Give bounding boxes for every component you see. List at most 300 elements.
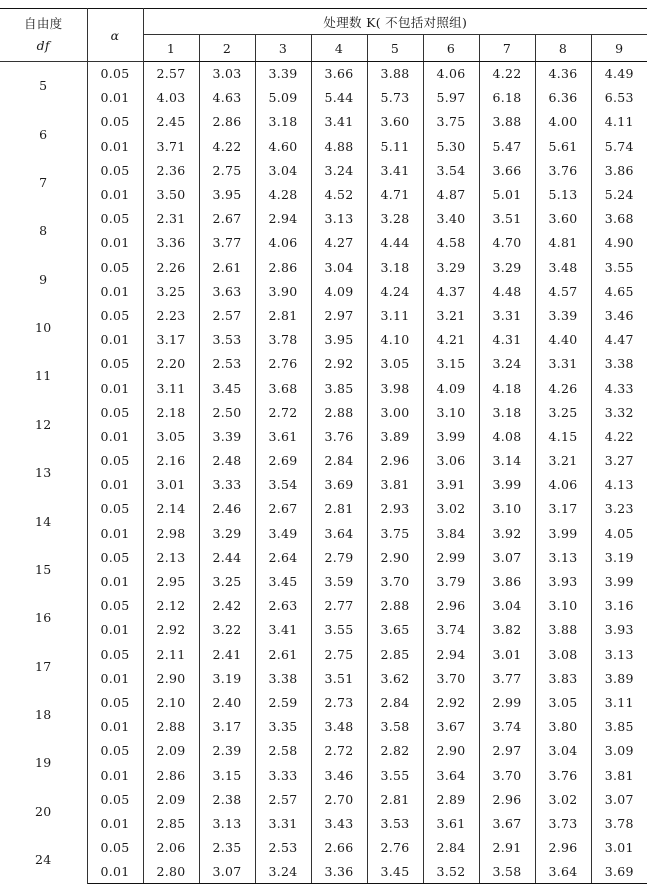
critical-value-cell: 3.33 [199,473,255,497]
df-cell: 7 [0,158,87,206]
critical-value-cell: 2.20 [143,352,199,376]
critical-value-cell: 5.74 [604,138,634,154]
dunnett-critical-values-table [0,8,647,884]
critical-value-cell: 3.48 [311,715,367,739]
critical-value-cell: 2.63 [255,594,311,618]
critical-value-cell: 3.36 [143,231,199,255]
k-header-5: 5 [367,35,423,62]
table-row [0,690,647,714]
df-cell: 9 [0,255,87,303]
critical-value-cell: 3.24 [255,860,311,884]
alpha-cell: 0.01 [87,376,143,400]
critical-value-cell: 3.04 [479,594,535,618]
table-row [0,352,647,376]
critical-value-cell: 3.71 [143,134,199,158]
critical-value-cell: 3.58 [479,860,535,884]
critical-value-cell: 3.85 [604,719,634,735]
alpha-cell: 0.01 [87,811,143,835]
alpha-cell: 0.01 [87,424,143,448]
critical-value-cell: 3.63 [199,279,255,303]
critical-value-cell: 4.44 [367,231,423,255]
alpha-cell: 0.01 [87,618,143,642]
critical-value-cell: 5.30 [423,134,479,158]
critical-value-cell: 2.81 [367,787,423,811]
critical-value-cell: 2.91 [479,836,535,860]
critical-value-cell: 2.88 [311,400,367,424]
df-cell: 24 [0,836,87,884]
critical-value-cell: 3.41 [255,618,311,642]
table-row [0,642,647,666]
critical-value-cell: 2.57 [199,303,255,327]
critical-value-cell: 4.00 [535,110,591,134]
table-row [0,255,647,279]
critical-value-cell: 4.28 [255,182,311,206]
critical-value-cell: 4.40 [535,328,591,352]
critical-value-cell: 3.39 [199,424,255,448]
critical-value-cell: 2.44 [199,545,255,569]
critical-value-cell: 2.36 [143,158,199,182]
table-row [0,594,647,618]
table-row [0,763,647,787]
critical-value-cell: 3.05 [535,690,591,714]
critical-value-cell: 6.18 [479,86,535,110]
critical-value-cell: 3.01 [143,473,199,497]
critical-value-cell: 3.66 [311,62,367,86]
alpha-cell: 0.05 [87,690,143,714]
critical-value-cell: 3.19 [604,549,634,565]
critical-value-cell: 4.22 [199,134,255,158]
alpha-cell: 0.01 [87,86,143,110]
critical-value-cell: 2.94 [423,642,479,666]
critical-value-cell: 2.96 [423,594,479,618]
critical-value-cell: 2.46 [199,497,255,521]
critical-value-cell: 3.76 [535,158,591,182]
k-header-7: 7 [479,35,535,62]
alpha-cell: 0.01 [87,134,143,158]
table-row [0,569,647,593]
critical-value-cell: 3.25 [199,569,255,593]
critical-value-cell: 3.31 [255,811,311,835]
critical-value-cell: 2.99 [423,545,479,569]
critical-value-cell: 4.26 [535,376,591,400]
critical-value-cell: 2.85 [367,642,423,666]
critical-value-cell: 3.21 [423,303,479,327]
critical-value-cell: 3.45 [367,860,423,884]
critical-value-cell: 3.54 [255,473,311,497]
alpha-cell: 0.05 [87,836,143,860]
critical-value-cell: 2.67 [199,207,255,231]
critical-value-cell: 3.11 [604,694,634,710]
critical-value-cell: 5.13 [535,182,591,206]
critical-value-cell: 5.11 [367,134,423,158]
alpha-cell: 0.01 [87,279,143,303]
df-cell: 8 [0,207,87,255]
table-row [0,400,647,424]
critical-value-cell: 4.06 [255,231,311,255]
critical-value-cell: 3.60 [535,207,591,231]
critical-value-cell: 4.10 [367,328,423,352]
critical-value-cell: 3.58 [367,715,423,739]
df-cell: 18 [0,690,87,738]
critical-value-cell: 2.72 [255,400,311,424]
df-cell: 11 [0,352,87,400]
table-row [0,110,647,134]
critical-value-cell: 3.88 [535,618,591,642]
critical-value-cell: 2.73 [311,690,367,714]
critical-value-cell: 2.64 [255,545,311,569]
critical-value-cell: 2.84 [423,836,479,860]
critical-value-cell: 3.16 [604,598,634,614]
alpha-cell: 0.05 [87,497,143,521]
critical-value-cell: 4.09 [311,279,367,303]
df-header-line2: df [36,38,50,53]
critical-value-cell: 3.31 [535,352,591,376]
critical-value-cell: 3.39 [535,303,591,327]
alpha-column-header: α [87,9,143,62]
critical-value-cell: 3.43 [311,811,367,835]
critical-value-cell: 3.15 [423,352,479,376]
k-group-header: 处理数 K( 不包括对照组) [143,9,647,35]
df-cell: 10 [0,303,87,351]
critical-value-cell: 3.02 [535,787,591,811]
critical-value-cell: 3.77 [199,231,255,255]
critical-value-cell: 4.60 [255,134,311,158]
critical-value-cell: 2.84 [311,449,367,473]
alpha-cell: 0.01 [87,569,143,593]
critical-value-cell: 3.45 [255,569,311,593]
critical-value-cell: 2.99 [479,690,535,714]
critical-value-cell: 4.49 [604,66,634,82]
critical-value-cell: 3.39 [255,62,311,86]
critical-value-cell: 2.92 [311,352,367,376]
alpha-cell: 0.05 [87,594,143,618]
critical-value-cell: 2.81 [311,497,367,521]
table-row [0,545,647,569]
df-column-header [0,9,87,62]
alpha-cell: 0.05 [87,449,143,473]
alpha-cell: 0.05 [87,62,143,86]
critical-value-cell: 3.55 [604,259,634,275]
critical-value-cell: 2.80 [143,860,199,884]
critical-value-cell: 3.07 [199,860,255,884]
critical-value-cell: 3.60 [367,110,423,134]
critical-value-cell: 2.98 [143,521,199,545]
critical-value-cell: 2.41 [199,642,255,666]
critical-value-cell: 2.92 [423,690,479,714]
critical-value-cell: 3.40 [423,207,479,231]
critical-value-cell: 3.13 [199,811,255,835]
critical-value-cell: 2.72 [311,739,367,763]
critical-value-cell: 3.81 [604,767,634,783]
critical-value-cell: 3.98 [367,376,423,400]
critical-value-cell: 5.44 [311,86,367,110]
table-header [0,9,647,62]
critical-value-cell: 3.88 [479,110,535,134]
critical-value-cell: 4.65 [604,283,634,299]
critical-value-cell: 3.11 [143,376,199,400]
alpha-cell: 0.01 [87,182,143,206]
critical-value-cell: 3.00 [367,400,423,424]
critical-value-cell: 3.01 [604,840,634,856]
table-row [0,739,647,763]
k-header-1: 1 [143,35,199,62]
alpha-cell: 0.05 [87,255,143,279]
critical-value-cell: 3.38 [604,356,634,372]
critical-value-cell: 3.14 [479,449,535,473]
critical-value-cell: 2.96 [535,836,591,860]
critical-value-cell: 3.05 [367,352,423,376]
k-header-2: 2 [199,35,255,62]
critical-value-cell: 3.89 [367,424,423,448]
critical-value-cell: 3.41 [367,158,423,182]
critical-value-cell: 2.09 [143,787,199,811]
df-cell: 13 [0,449,87,497]
critical-value-cell: 2.96 [367,449,423,473]
table-row [0,666,647,690]
critical-value-cell: 3.93 [535,569,591,593]
table-body [0,62,647,884]
critical-value-cell: 3.85 [311,376,367,400]
critical-value-cell: 3.36 [311,860,367,884]
critical-value-cell: 3.90 [255,279,311,303]
critical-value-cell: 2.12 [143,594,199,618]
critical-value-cell: 4.09 [423,376,479,400]
critical-value-cell: 2.70 [311,787,367,811]
critical-value-cell: 4.70 [479,231,535,255]
critical-value-cell: 3.66 [479,158,535,182]
critical-value-cell: 3.38 [255,666,311,690]
critical-value-cell: 2.97 [311,303,367,327]
critical-value-cell: 2.57 [255,787,311,811]
critical-value-cell: 3.64 [423,763,479,787]
critical-value-cell: 3.95 [199,182,255,206]
critical-value-cell: 3.61 [255,424,311,448]
critical-value-cell: 3.29 [199,521,255,545]
critical-value-cell: 3.99 [423,424,479,448]
critical-value-cell: 3.82 [479,618,535,642]
critical-value-cell: 2.85 [143,811,199,835]
critical-value-cell: 2.95 [143,569,199,593]
critical-value-cell: 3.81 [367,473,423,497]
critical-value-cell: 2.96 [479,787,535,811]
critical-value-cell: 3.05 [143,424,199,448]
critical-value-cell: 2.59 [255,690,311,714]
critical-value-cell: 3.55 [311,618,367,642]
critical-value-cell: 3.91 [423,473,479,497]
critical-value-cell: 4.11 [604,114,634,130]
table-row [0,860,647,884]
critical-value-cell: 3.04 [311,255,367,279]
alpha-cell: 0.05 [87,642,143,666]
critical-value-cell: 3.75 [423,110,479,134]
alpha-cell: 0.01 [87,328,143,352]
table-row [0,376,647,400]
critical-value-cell: 4.21 [423,328,479,352]
critical-value-cell: 4.36 [535,62,591,86]
table-row [0,62,647,86]
critical-value-cell: 3.48 [535,255,591,279]
alpha-cell: 0.01 [87,231,143,255]
critical-value-cell: 2.13 [143,545,199,569]
critical-value-cell: 3.51 [311,666,367,690]
critical-value-cell: 3.68 [255,376,311,400]
critical-value-cell: 5.47 [479,134,535,158]
k-header-3: 3 [255,35,311,62]
critical-value-cell: 2.53 [199,352,255,376]
critical-value-cell: 3.74 [423,618,479,642]
critical-value-cell: 3.53 [367,811,423,835]
critical-value-cell: 3.13 [604,646,634,662]
critical-value-cell: 2.79 [311,545,367,569]
critical-value-cell: 2.06 [143,836,199,860]
critical-value-cell: 3.75 [367,521,423,545]
critical-value-cell: 2.90 [143,666,199,690]
critical-value-cell: 3.93 [604,622,634,638]
table-row [0,328,647,352]
critical-value-cell: 3.13 [535,545,591,569]
critical-value-cell: 3.65 [367,618,423,642]
critical-value-cell: 3.78 [604,815,634,831]
alpha-cell: 0.05 [87,352,143,376]
critical-value-cell: 4.87 [423,182,479,206]
critical-value-cell: 2.35 [199,836,255,860]
critical-value-cell: 3.74 [479,715,535,739]
critical-value-cell: 3.95 [311,328,367,352]
critical-value-cell: 3.83 [535,666,591,690]
critical-value-cell: 6.36 [535,86,591,110]
critical-value-cell: 3.45 [199,376,255,400]
table-row [0,473,647,497]
critical-value-cell: 3.06 [423,449,479,473]
alpha-cell: 0.05 [87,303,143,327]
critical-value-cell: 3.33 [255,763,311,787]
critical-value-cell: 3.69 [311,473,367,497]
df-cell: 17 [0,642,87,690]
critical-value-cell: 3.77 [479,666,535,690]
critical-value-cell: 2.18 [143,400,199,424]
critical-value-cell: 3.18 [367,255,423,279]
critical-value-cell: 2.89 [423,787,479,811]
critical-value-cell: 3.25 [143,279,199,303]
alpha-cell: 0.05 [87,545,143,569]
critical-value-cell: 3.10 [535,594,591,618]
critical-value-cell: 4.22 [479,62,535,86]
critical-value-cell: 3.49 [255,521,311,545]
critical-value-cell: 3.35 [255,715,311,739]
critical-value-cell: 3.15 [199,763,255,787]
critical-value-cell: 4.57 [535,279,591,303]
critical-value-cell: 2.58 [255,739,311,763]
k-header-8: 8 [535,35,591,62]
critical-value-cell: 3.28 [367,207,423,231]
critical-value-cell: 3.70 [479,763,535,787]
critical-value-cell: 3.67 [479,811,535,835]
critical-value-cell: 4.05 [604,525,634,541]
critical-value-cell: 2.94 [255,207,311,231]
alpha-cell: 0.01 [87,763,143,787]
critical-value-cell: 2.69 [255,449,311,473]
critical-value-cell: 2.75 [311,642,367,666]
critical-value-cell: 3.78 [255,328,311,352]
critical-value-cell: 4.18 [479,376,535,400]
critical-value-cell: 3.10 [423,400,479,424]
critical-value-cell: 5.97 [423,86,479,110]
critical-value-cell: 4.48 [479,279,535,303]
critical-value-cell: 3.10 [479,497,535,521]
critical-value-cell: 3.73 [535,811,591,835]
alpha-cell: 0.01 [87,715,143,739]
critical-value-cell: 3.46 [311,763,367,787]
critical-value-cell: 3.79 [423,569,479,593]
critical-value-cell: 2.86 [255,255,311,279]
critical-value-cell: 3.18 [479,400,535,424]
critical-value-cell: 2.76 [255,352,311,376]
critical-value-cell: 3.01 [479,642,535,666]
critical-value-cell: 6.53 [604,90,634,106]
critical-value-cell: 5.01 [479,182,535,206]
df-cell: 20 [0,787,87,835]
critical-value-cell: 4.06 [535,473,591,497]
critical-value-cell: 3.13 [311,207,367,231]
critical-value-cell: 4.27 [311,231,367,255]
critical-value-cell: 3.11 [367,303,423,327]
table-row [0,86,647,110]
critical-value-cell: 4.03 [143,86,199,110]
alpha-cell: 0.01 [87,473,143,497]
alpha-cell: 0.05 [87,400,143,424]
df-cell: 16 [0,594,87,642]
critical-value-cell: 5.73 [367,86,423,110]
critical-value-cell: 4.58 [423,231,479,255]
critical-value-cell: 3.22 [199,618,255,642]
critical-value-cell: 3.76 [535,763,591,787]
critical-value-cell: 2.88 [367,594,423,618]
table-row [0,231,647,255]
critical-value-cell: 3.99 [479,473,535,497]
critical-value-cell: 3.31 [479,303,535,327]
critical-value-cell: 3.08 [535,642,591,666]
critical-value-cell: 2.09 [143,739,199,763]
critical-value-cell: 2.88 [143,715,199,739]
critical-value-cell: 3.17 [535,497,591,521]
critical-value-cell: 2.93 [367,497,423,521]
critical-value-cell: 3.86 [604,162,634,178]
critical-value-cell: 3.99 [604,574,634,590]
critical-value-cell: 2.97 [479,739,535,763]
critical-value-cell: 3.32 [604,404,634,420]
critical-value-cell: 3.76 [311,424,367,448]
critical-value-cell: 4.81 [535,231,591,255]
alpha-cell: 0.05 [87,110,143,134]
critical-value-cell: 4.22 [604,428,634,444]
df-cell: 14 [0,497,87,545]
critical-value-cell: 3.19 [199,666,255,690]
table-row [0,303,647,327]
critical-value-cell: 4.13 [604,477,634,493]
critical-value-cell: 2.50 [199,400,255,424]
table-row [0,618,647,642]
critical-value-cell: 2.14 [143,497,199,521]
df-cell: 19 [0,739,87,787]
table-row [0,182,647,206]
critical-value-cell: 2.45 [143,110,199,134]
df-cell: 6 [0,110,87,158]
critical-value-cell: 2.16 [143,449,199,473]
table-row [0,158,647,182]
critical-value-cell: 3.54 [423,158,479,182]
critical-value-cell: 3.70 [367,569,423,593]
critical-value-cell: 2.77 [311,594,367,618]
